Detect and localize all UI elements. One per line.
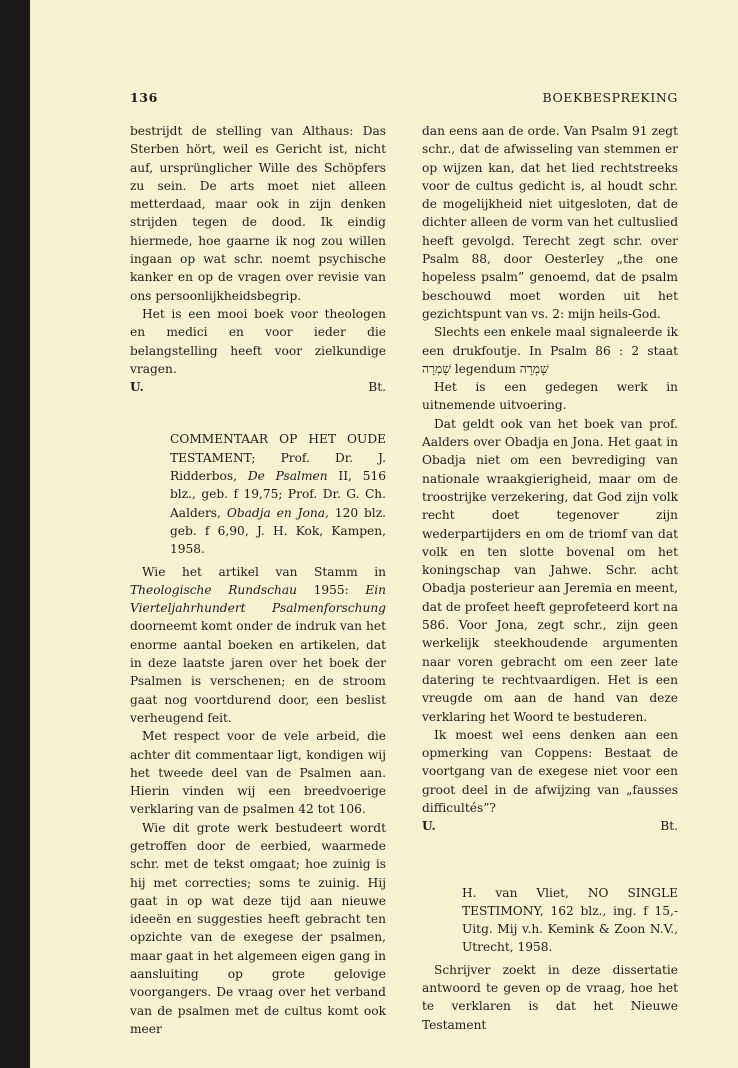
text-run: Slechts een enkele maal signaleerde ik een drukfoutje. In Psalm 86 : 2 staat — [422, 325, 678, 358]
book-title: De Psalmen — [247, 469, 328, 484]
paragraph: Schrijver zoekt in deze dissertatie antwoord te geven op de vraag, hoe het te verklaren is dat het Nieuwe Testament — [422, 962, 678, 1032]
signature-initial: U. — [422, 819, 436, 834]
review-heading-text: COMMENTAAR OP HET OUDE TESTAMENT; Prof. Dr. J. Ridderbos, — [170, 432, 386, 484]
paragraph: Met respect voor de vele arbeid, die achter dit commentaar ligt, kondigen wij het tweede deel van de Psalmen aan. Hierin vinden wij een breedvoerige verklaring van de psalmen 42 tot 106. — [130, 729, 386, 817]
paragraph: Het is een gedegen werk in uitnemende uitvoering. — [422, 380, 678, 413]
journal-title: Theologische Rundschau — [130, 582, 297, 597]
right-column — [422, 122, 678, 1034]
hebrew-word: שָׁמְרָה — [519, 361, 549, 376]
text-run: legendum — [454, 361, 516, 376]
paragraph: Ik moest wel eens denken aan een opmerking van Coppens: Bestaat de voortgang van de exegese niet voor een groot deel in de afwijzing van „fausses difficultés”? — [422, 727, 678, 815]
page-header — [130, 90, 678, 106]
review-heading-text: 120 blz. geb. f 6,90, J. H. Kok, Kampen, 1958. — [170, 505, 386, 557]
review-heading — [170, 430, 386, 558]
signature-line — [130, 378, 386, 396]
paragraph: dan eens aan de orde. Van Psalm 91 zegt schr., dat de afwisseling van stemmen er op wijzen kan, dat het lied rechtstreeks voor de cultus gedicht is, al houdt schr. de mogelijkheid niet uitgesloten, dat de dichter alleen de vorm van het cultuslied heeft gevolgd. Terecht zegt schr. over Psalm 88, door Oesterley „the one hopeless psalm” genoemd, dat de psalm beschouwd moet worden uit het gezichtspunt van vs. 2: mijn heils-God. — [422, 124, 678, 321]
signature-author: Bt. — [368, 380, 386, 395]
signature-initial: U. — [130, 380, 144, 395]
review-heading: H. van Vliet, NO SINGLE TESTIMONY, 162 blz., ing. f 15,-Uitg. Mij v.h. Kemink & Zoon N.V., Utrecht, 1958. — [462, 885, 678, 955]
signature-author: Bt. — [660, 819, 678, 834]
page-number: 136 — [130, 90, 158, 105]
running-title: BOEKBESPREKING — [542, 90, 678, 105]
text-run: Wie het artikel van Stamm in — [142, 564, 386, 579]
paragraph: bestrijdt de stelling van Althaus: Das Sterben hört, weil es Gericht ist, nicht auf, ursprünglicher Wille des Schöpfers zu sein. De arts moet niet alleen metterdaad, maar ook in zijn denken strijden tegen de dood. Ik eindig hiermede, hoe gaarne ik nog zou willen ingaan op wat schr. noemt psychische kanker en op de vragen over revisie van ons persoonlijkheidsbegrip. — [130, 124, 386, 303]
paragraph — [422, 323, 678, 378]
paragraph: Het is een mooi boek voor theologen en medici en voor ieder die belangstelling heeft voor zielkundige vragen. — [130, 306, 386, 376]
review-heading-text: II, 516 blz., geb. f 19,75; Prof. Dr. G. Ch. Aalders, — [170, 469, 387, 520]
text-run: doorneemt komt onder de indruk van het enorme aantal boeken en artikelen, dat in deze laatste jaren over het boek der Psalmen is verschenen; en de stroom gaat nog voortdurend door, een beslist verheugend feit. — [130, 619, 386, 725]
article-title: Ein Vierteljahrhundert Psalmenforschung — [130, 582, 387, 616]
paragraph: Dat geldt ook van het boek van prof. Aalders over Obadja en Jona. Het gaat in Obadja niet om een bevrediging van nationale wraakgierigheid, maar om de troostrijke verzekering, dat God zijn volk recht doet tegenover zijn wederpartijders en om de triomf van dat volk en ten slotte bovenal om het koningschap van Jahwe. Schr. acht Obadja posterieur aan Jeremia en meent, dat de profeet heeft geprofeteerd kort na 586. Voor Jona, zegt schr., zijn geen werkelijk steekhoudende argumenten naar voren gebracht om een zeer late datering te rechtvaardigen. Het is een vreugde om aan de hand van deze verklaring het Woord te bestuderen. — [422, 416, 678, 724]
signature-line — [422, 817, 678, 835]
paragraph — [130, 563, 386, 728]
book-title: Obadja en Jona, — [226, 505, 329, 520]
book-page — [30, 0, 738, 1068]
paragraph: Wie dit grote werk bestudeert wordt getroffen door de eerbied, waarmede schr. met de tekst omgaat; hoe zuinig is hij met correcties; soms te zuinig. Hij gaat in op wat deze tijd aan nieuwe ideeën en suggesties heeft gebracht ten opzichte van de exegese der psalmen, maar gaat in het algemeen eigen gang in aansluiting op grote gelovige voorgangers. De vraag over het verband van de psalmen met de cultus komt ook meer — [130, 820, 386, 1036]
text-run: 1955: — [313, 582, 349, 597]
hebrew-word: שָׁמְרָה — [422, 361, 451, 376]
left-column — [130, 122, 386, 1038]
